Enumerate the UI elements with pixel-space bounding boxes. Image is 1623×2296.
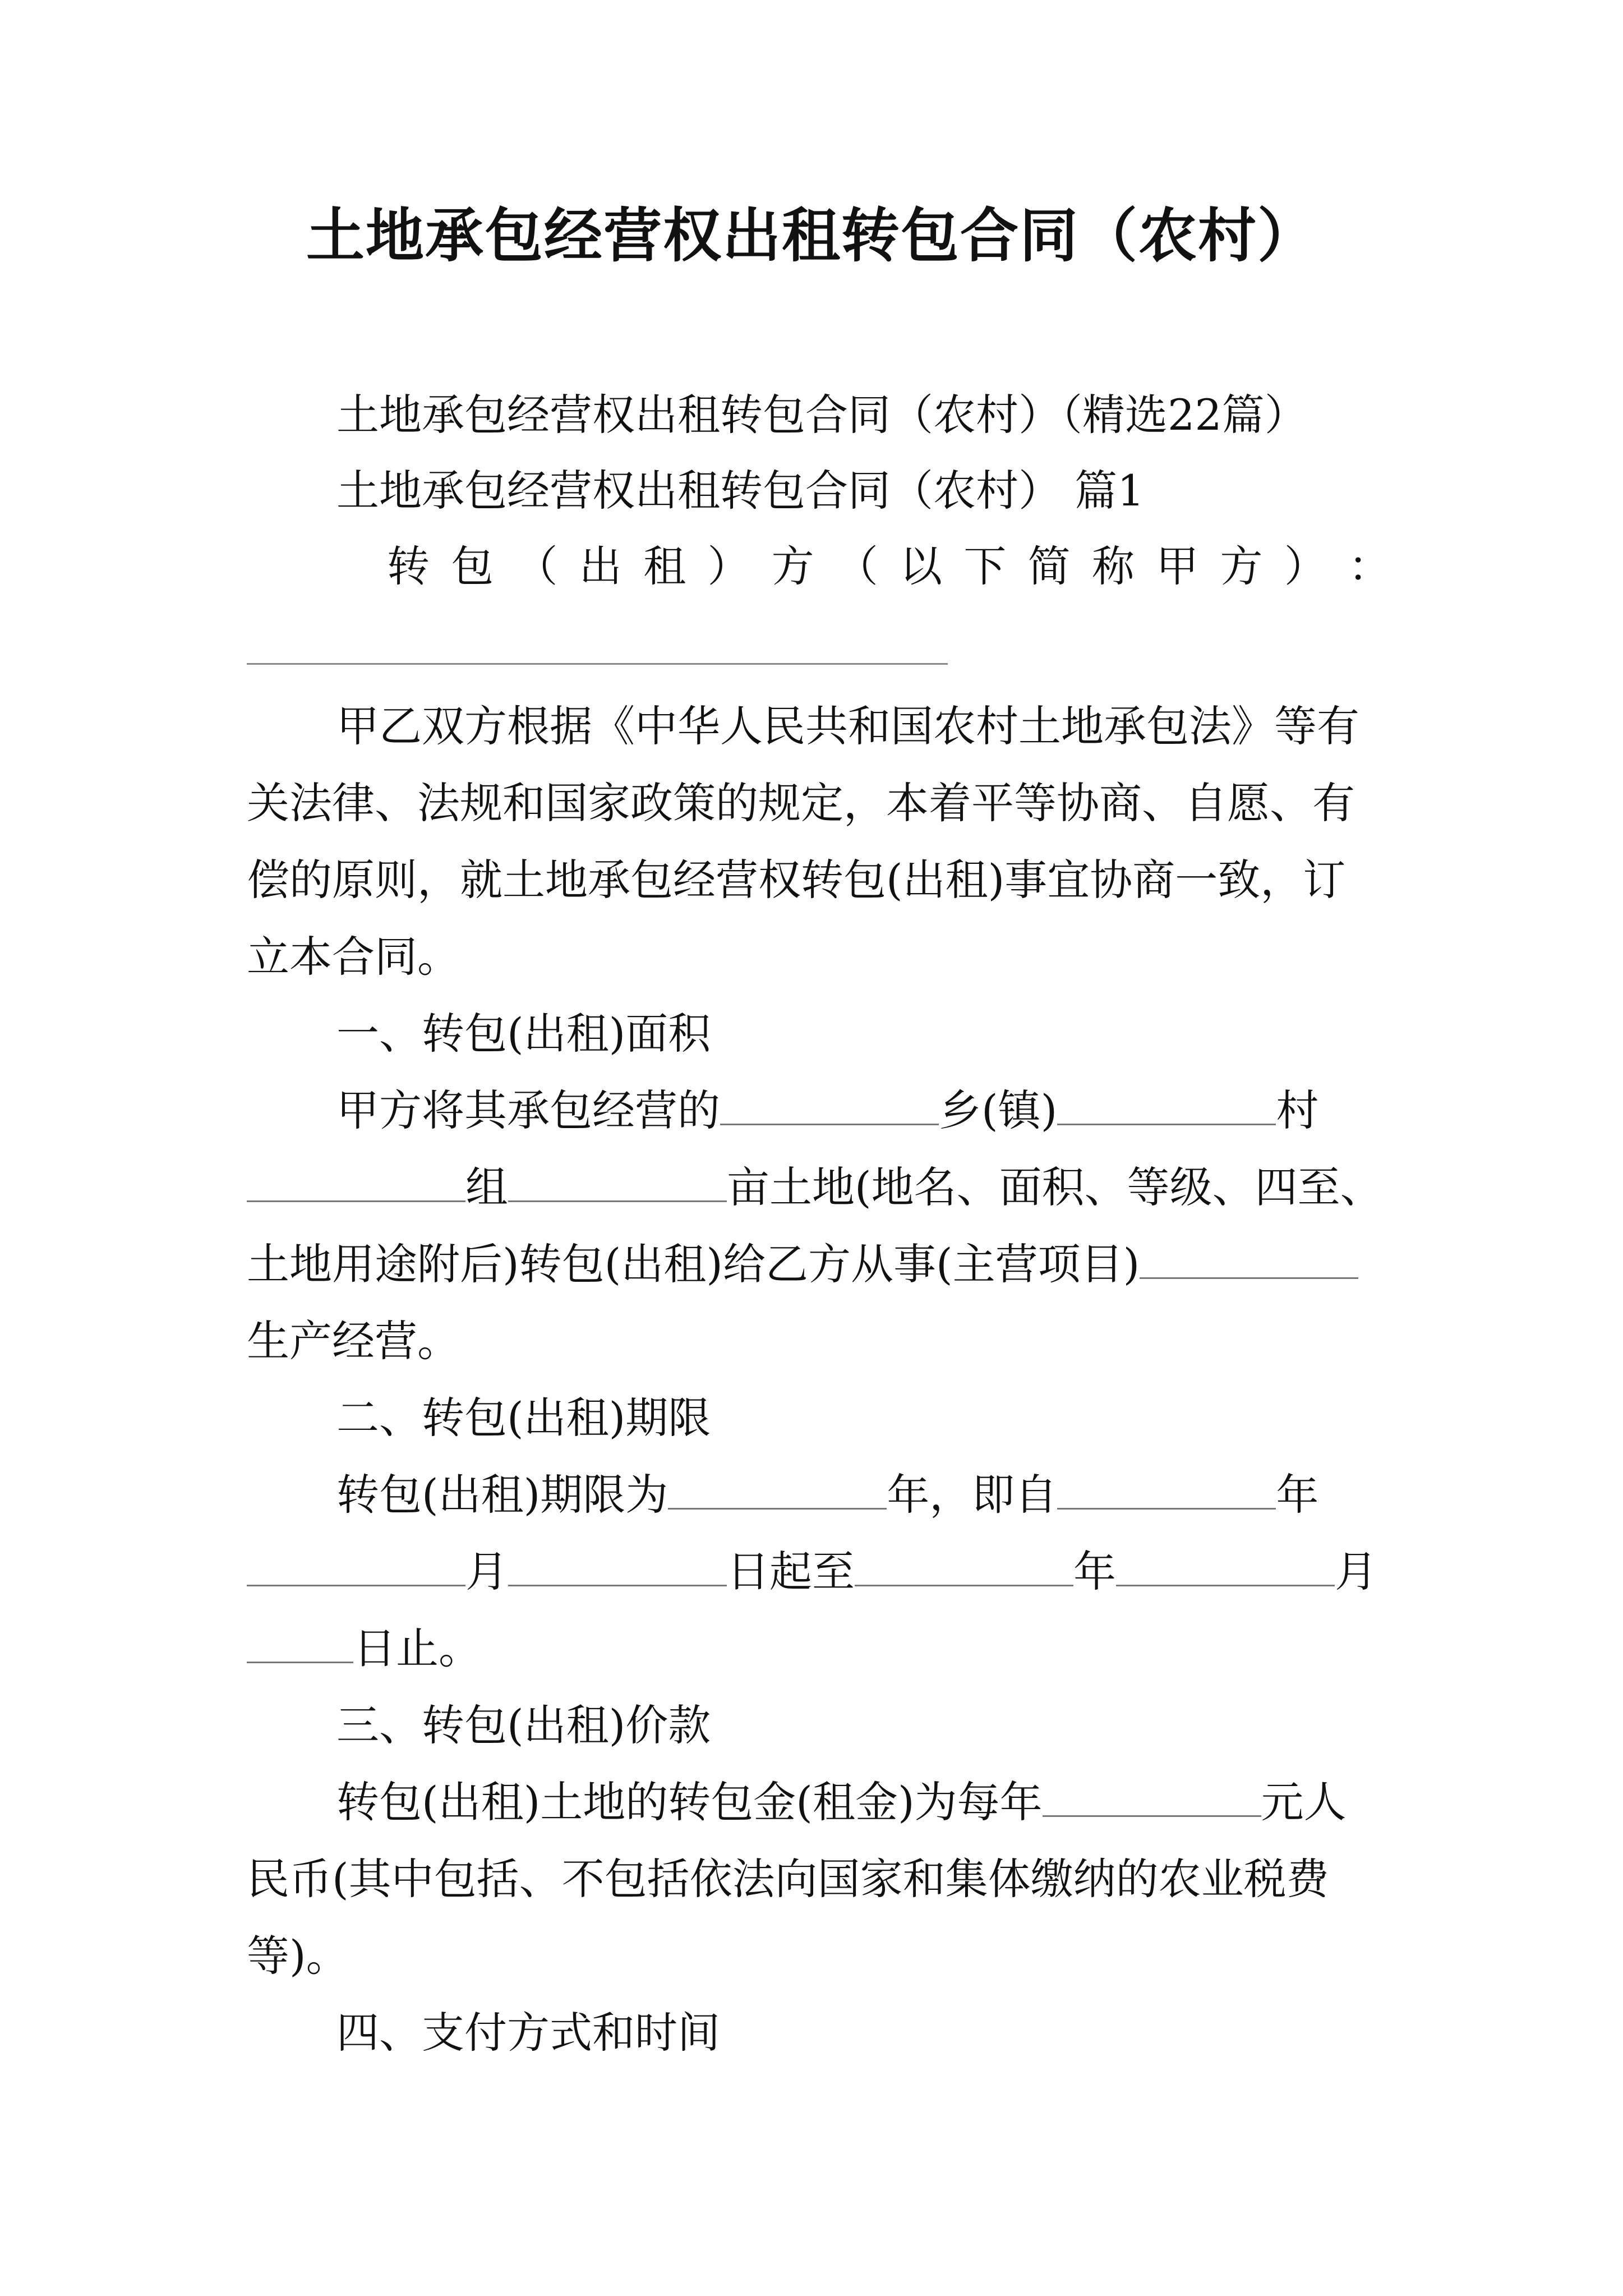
section-heading: 一、转包(出租)面积 <box>336 1009 711 1059</box>
party-a-char: 出 <box>579 541 622 591</box>
blank-field[interactable] <box>508 1544 727 1586</box>
party-a-char: 称 <box>1091 541 1135 591</box>
blank-field[interactable] <box>720 1083 939 1125</box>
party-a-blank <box>247 663 948 665</box>
party-a-char: （ <box>515 541 558 591</box>
blank-field[interactable] <box>1057 1467 1276 1510</box>
area-line-1: 甲方将其承包经营的 乡(镇) 村 <box>336 1083 1318 1139</box>
document-title: 土地承包经营权出租转包合同（农村） <box>306 201 1317 270</box>
party-a-line <box>387 539 1391 595</box>
party-a-char: 包 <box>451 541 494 591</box>
term-line-2: 月 日起至 年 月 <box>247 1544 1377 1600</box>
intro-line: 立本合同。 <box>247 932 460 982</box>
blank-field[interactable] <box>668 1467 887 1510</box>
blank-field[interactable] <box>1043 1775 1261 1817</box>
term-line-3: 日止。 <box>247 1621 481 1677</box>
party-a-char: ） <box>1284 541 1327 591</box>
party-a-char: ： <box>1348 541 1391 591</box>
price-line-3: 等)。 <box>247 1931 349 1981</box>
intro-line: 偿的原则，就土地承包经营权转包(出租)事宜协商一致，订 <box>247 855 1346 905</box>
price-line-2: 民币(其中包括、不包括依法向国家和集体缴纳的农业税费 <box>247 1854 1329 1904</box>
blank-field[interactable] <box>247 1621 353 1663</box>
area-line-3: 土地用途附后)转包(出租)给乙方从事(主营项目) <box>247 1236 1358 1292</box>
party-a-char: 简 <box>1027 541 1071 591</box>
section-heading: 三、转包(出租)价款 <box>336 1700 711 1750</box>
section-heading: 四、支付方式和时间 <box>336 2008 720 2058</box>
party-a-char: 下 <box>963 541 1007 591</box>
party-a-char: （ <box>835 541 878 591</box>
party-a-char: ） <box>707 541 750 591</box>
intro-line: 关法律、法规和国家政策的规定，本着平等协商、自愿、有 <box>247 778 1355 828</box>
party-a-char: 方 <box>771 541 814 591</box>
term-line-1: 转包(出租)期限为 年，即自 年 <box>336 1467 1318 1523</box>
blank-field[interactable] <box>247 1160 465 1202</box>
section-heading: 二、转包(出租)期限 <box>336 1393 711 1443</box>
intro-line: 甲乙双方根据《中华人民共和国农村土地承包法》等有 <box>336 701 1359 751</box>
blank-field[interactable] <box>1140 1237 1358 1279</box>
blank-field[interactable] <box>508 1160 727 1202</box>
party-a-char: 以 <box>900 541 943 591</box>
blank-field[interactable] <box>1057 1083 1276 1125</box>
subtitle: 土地承包经营权出租转包合同（农村）（精选22篇） <box>336 390 1307 440</box>
party-a-char: 方 <box>1220 541 1263 591</box>
party-a-char: 甲 <box>1156 541 1199 591</box>
price-line-1: 转包(出租)土地的转包金(租金)为每年 元人 <box>336 1774 1347 1830</box>
chapter-heading: 土地承包经营权出租转包合同（农村） 篇1 <box>336 466 1145 516</box>
area-line-2: 组 亩土地(地名、面积、等级、四至、 <box>247 1159 1383 1216</box>
party-a-char: 租 <box>643 541 686 591</box>
area-line-4: 生产经营。 <box>247 1316 460 1366</box>
blank-field[interactable] <box>855 1544 1073 1586</box>
blank-field[interactable] <box>247 1544 465 1586</box>
blank-field[interactable] <box>1116 1544 1335 1586</box>
party-a-char: 转 <box>387 541 430 591</box>
